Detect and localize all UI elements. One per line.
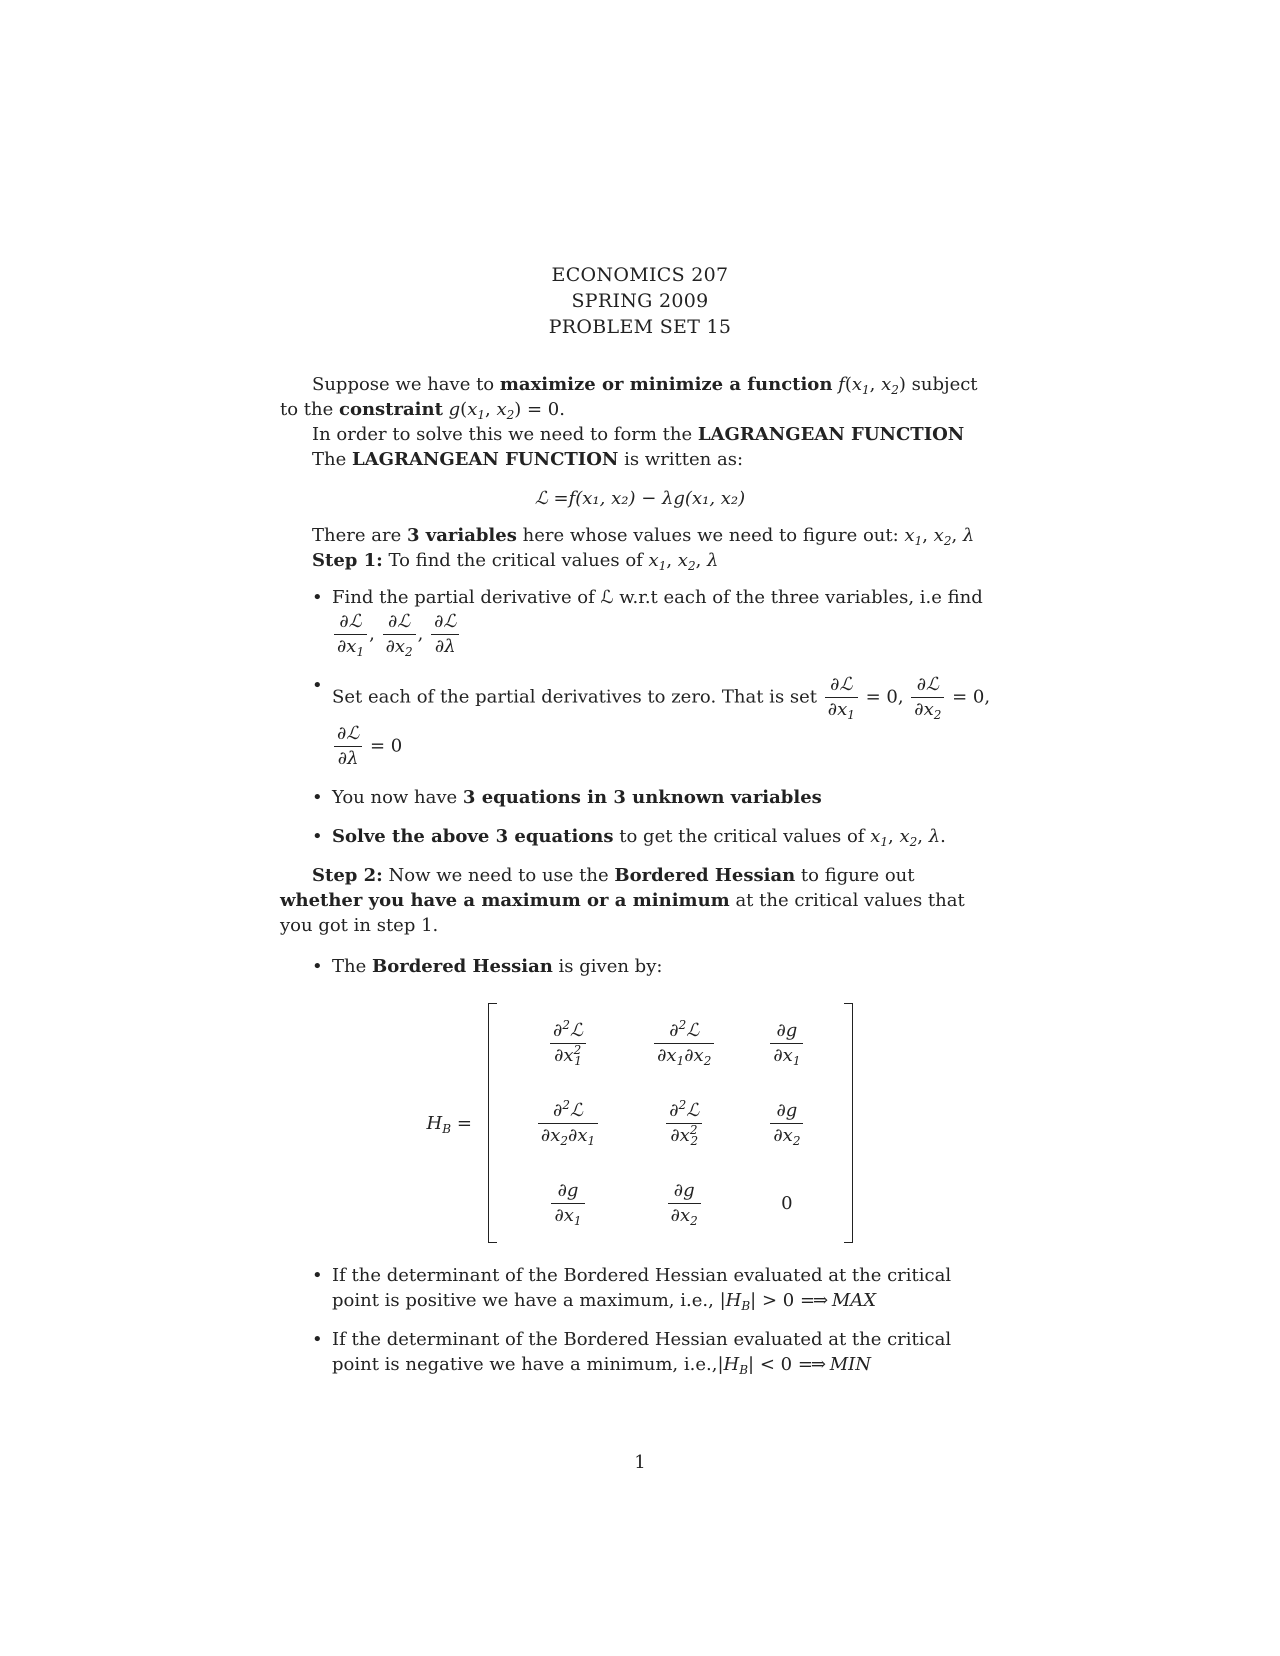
hessian-label: $H_B$ = <box>426 1112 472 1136</box>
list-item <box>312 954 1000 979</box>
intro-paragraph <box>280 372 1000 422</box>
matrix-table <box>510 1003 832 1243</box>
bordered-hessian-matrix <box>280 1003 1000 1243</box>
bullet-icon: • <box>312 826 323 847</box>
list-item-bold-text: Solve the above 3 equations <box>332 826 614 847</box>
matrix-cell: $\frac{\partial g}{\partial x_1}$ <box>510 1163 626 1243</box>
variables-paragraph <box>280 523 1000 548</box>
body-text: to figure out <box>795 865 915 886</box>
intro-text: = 0. <box>521 399 565 420</box>
list-item-text: to get the critical values of <box>613 826 871 847</box>
body-text: To find the critical values of <box>382 550 649 571</box>
intro-bold-text: maximize or minimize a function <box>499 374 833 395</box>
lagrangean-equation: ℒ =f(x₁, x₂) − λg(x₁, x₂) <box>534 488 746 509</box>
step1-label: Step 1: <box>312 550 383 571</box>
max-result: MAX <box>831 1290 877 1311</box>
partial-fraction: $\frac{\text{∂ℒ}}{\partial x_1}$ <box>825 673 858 722</box>
list-item-text: Find the partial derivative of ℒ w.r.t each of the three variables, i.e find <box>332 587 983 608</box>
matrix-cell: $\frac{\partial^2ℒ}{\partial x_2\partial x_1}$ <box>510 1083 626 1163</box>
body-text: Now we need to use the <box>382 865 615 886</box>
list-item <box>312 1327 1000 1377</box>
intro-text: Suppose we have to <box>312 374 500 395</box>
title-block <box>280 262 1000 340</box>
max-condition: $|H_B| > 0$ =⇒ MAX <box>719 1290 877 1313</box>
intro-paragraph <box>280 447 1000 472</box>
matrix-cell: $\frac{\partial g}{\partial x_2}$ <box>626 1163 742 1243</box>
page-content <box>280 262 1000 1391</box>
bullet-icon: • <box>312 787 323 808</box>
step2-list <box>280 954 1000 979</box>
min-condition: $|H_B| < 0$ =⇒ MIN <box>717 1354 872 1377</box>
page-number: 1 <box>634 1452 646 1473</box>
min-result: MIN <box>829 1354 872 1375</box>
matrix-cell: 0 <box>781 1192 793 1214</box>
matrix-bracket <box>488 1003 854 1243</box>
matrix-cell: $\frac{\partial^2ℒ}{\partial x^2_1}$ <box>510 1003 626 1083</box>
bullet-icon: • <box>312 587 323 608</box>
bullet-icon: • <box>312 1329 323 1350</box>
intro-text: is written as: <box>618 449 744 470</box>
list-item-bold-text: 3 equations in 3 unknown variables <box>462 787 822 808</box>
partial-fraction: $\frac{\text{∂ℒ}}{\partial x_2}$ <box>911 673 944 722</box>
list-item: • Solve the above 3 equations to get the critical values of $x_1$, $x_2$, λ. <box>312 826 946 849</box>
intro-bold-text: constraint <box>339 399 443 420</box>
body-text: There are <box>312 525 407 546</box>
bullet-icon: • <box>312 956 323 977</box>
variable-list: $x_1$, $x_2$, λ <box>904 525 975 548</box>
determinant-list <box>280 1263 1000 1377</box>
matrix-cell: $\frac{\partial^2ℒ}{\partial x_1\partial x_2}$ <box>626 1003 742 1083</box>
list-item-text: The <box>332 956 372 977</box>
problem-set-title: PROBLEM SET 15 <box>548 316 732 338</box>
matrix-cell: $\frac{\partial g}{\partial x_1}$ <box>742 1003 831 1083</box>
matrix-cell: $\frac{\partial g}{\partial x_2}$ <box>742 1083 831 1163</box>
step1-list <box>280 585 1000 849</box>
step1-paragraph <box>280 548 1000 573</box>
bullet-icon: • <box>312 1265 323 1286</box>
list-item: • Find the partial derivative of ℒ w.r.t each of the three variables, i.e find $\frac{\text{∂ℒ}}{\partial x_1}$ , $\frac{\text{∂ℒ}}{\partial x_2}$ , $\frac{\text{∂ℒ}}{\partial\lambda}$ <box>312 587 983 659</box>
matrix-row <box>510 1163 832 1243</box>
partial-fraction: $\frac{\text{∂ℒ}}{\partial\lambda}$ <box>334 722 362 771</box>
intro-bold-text: LAGRANGEAN FUNCTION <box>351 449 619 470</box>
matrix-row <box>510 1083 832 1163</box>
partial-fraction: $\frac{\text{∂ℒ}}{\partial\lambda}$ <box>431 610 459 659</box>
list-item: • Set each of the partial derivatives to zero. That is set $\frac{\text{∂ℒ}}{\partial x_1}$ = 0, $\frac{\text{∂ℒ}}{\partial x_2}$ = 0, $\frac{\text{∂ℒ}}{\partial\lambda}$ = 0 <box>312 674 991 769</box>
list-item <box>312 1263 1000 1313</box>
course-title: ECONOMICS 207 <box>551 264 729 286</box>
body-bold-text: whether you have a maximum or a minimum <box>280 890 730 911</box>
intro-paragraph <box>280 422 1000 447</box>
matrix-row <box>510 1003 832 1083</box>
list-item <box>312 785 1000 810</box>
intro-text: The <box>312 449 352 470</box>
constraint-expression: $g(x_1$, $x_2$) <box>448 399 522 422</box>
matrix-cell: $\frac{\partial^2ℒ}{\partial x^2_2}$ <box>626 1083 742 1163</box>
list-item-text: You now have <box>332 787 463 808</box>
list-item-text: If the determinant of the Bordered Hessian evaluated at the critical point is positive we have a maximum, i.e., <box>332 1265 952 1311</box>
term-title: SPRING 2009 <box>571 290 709 312</box>
partial-fraction: $\frac{\text{∂ℒ}}{\partial x_1}$ <box>334 610 367 659</box>
intro-text: subject to the <box>280 374 978 420</box>
bullet-icon: • <box>312 675 323 696</box>
function-expression: $f(x_1$, $x_2$) <box>838 374 906 397</box>
body-bold-text: 3 variables <box>406 525 517 546</box>
body-text: at the critical values that you got in step 1. <box>280 890 965 936</box>
variable-list: $x_1$, $x_2$, λ <box>870 826 941 849</box>
body-bold-text: Bordered Hessian <box>614 865 796 886</box>
list-item-text: is given by: <box>552 956 663 977</box>
intro-text: In order to solve this we need to form the <box>312 424 698 445</box>
body-text: here whose values we need to figure out: <box>516 525 905 546</box>
step2-paragraph <box>280 863 1000 938</box>
partial-fraction: $\frac{\text{∂ℒ}}{\partial x_2}$ <box>383 610 416 659</box>
list-item-text: If the determinant of the Bordered Hessian evaluated at the critical point is negative we have a minimum, i.e., <box>332 1329 952 1375</box>
list-item-text: Set each of the partial derivatives to zero. That is set <box>332 686 818 708</box>
step2-label: Step 2: <box>312 865 383 886</box>
variable-list: $x_1$, $x_2$, λ <box>648 550 719 573</box>
intro-bold-text: LAGRANGEAN FUNCTION <box>697 424 965 445</box>
list-item-bold-text: Bordered Hessian <box>371 956 553 977</box>
